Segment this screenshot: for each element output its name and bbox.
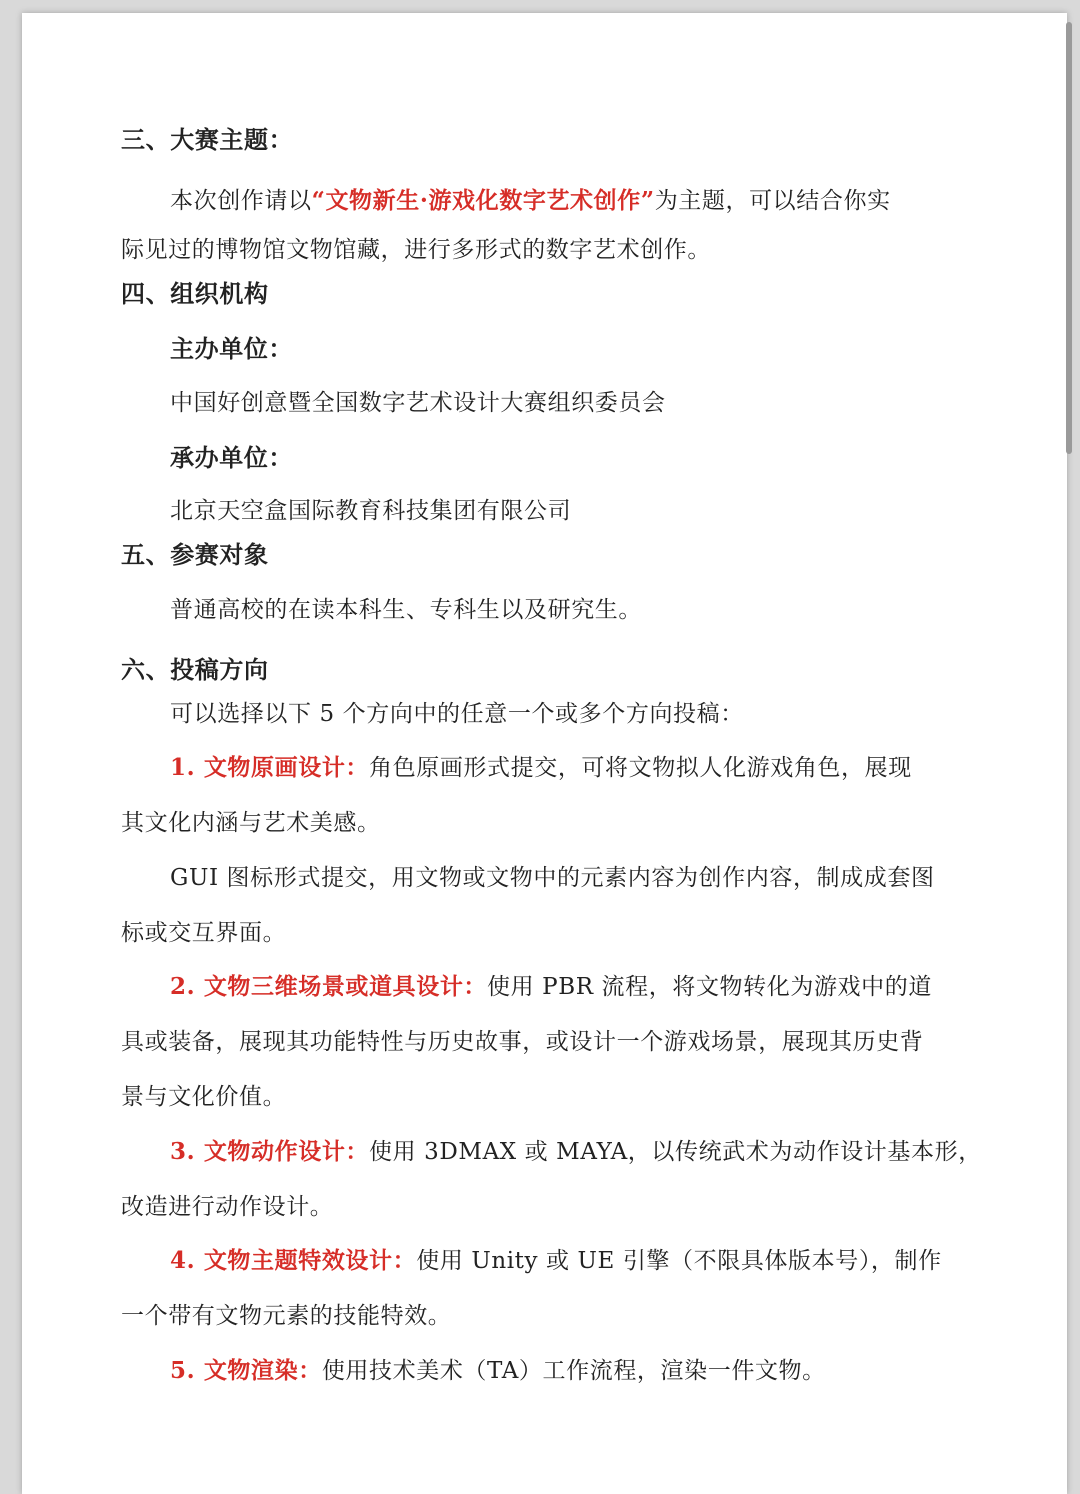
host-name: 中国好创意暨全国数字艺术设计大赛组织委员会 (170, 390, 666, 416)
direction-item-2-label: 2. 文物三维场景或道具设计： (170, 973, 488, 1000)
section-heading-submission: 六、投稿方向 (121, 655, 269, 684)
gui-paragraph-line-1: GUI 图标形式提交，用文物或文物中的元素内容为创作内容，制成成套图 (170, 865, 935, 891)
direction-item-4-label: 4. 文物主题特效设计： (170, 1247, 417, 1274)
direction-item-2-text-1: 使用 PBR 流程，将文物转化为游戏中的道 (487, 974, 932, 1000)
submission-intro: 可以选择以下 5 个方向中的任意一个或多个方向投稿： (170, 701, 744, 727)
direction-item-1-text-1: 角色原画形式提交，可将文物拟人化游戏角色，展现 (369, 755, 912, 781)
direction-item-5-text-1: 使用技术美术（TA）工作流程，渲染一件文物。 (321, 1358, 826, 1384)
direction-item-1-label: 1. 文物原画设计： (170, 754, 370, 781)
vertical-scrollbar[interactable] (1066, 22, 1072, 454)
direction-item-1-line-2: 其文化内涵与艺术美感。 (121, 810, 381, 836)
section-heading-participants: 五、参赛对象 (121, 540, 269, 569)
theme-paragraph-line-1 (170, 186, 891, 216)
theme-paragraph-line-2: 际见过的博物馆文物馆藏，进行多形式的数字艺术创作。 (121, 237, 711, 263)
gui-paragraph-line-2: 标或交互界面。 (121, 920, 287, 946)
direction-item-1-line-1 (170, 753, 912, 783)
direction-item-4-line-1 (170, 1246, 942, 1276)
theme-text-a: 本次创作请以 (170, 188, 312, 214)
theme-text-b: 为主题，可以结合你实 (654, 188, 891, 214)
theme-title-highlight: “文物新生·游戏化数字艺术创作” (311, 187, 655, 214)
organizer-name: 北京天空盒国际教育科技集团有限公司 (170, 498, 572, 524)
direction-item-2-line-2: 具或装备，展现其功能特性与历史故事，或设计一个游戏场景，展现其历史背 (121, 1029, 924, 1055)
direction-item-5-label: 5. 文物渲染： (170, 1357, 322, 1384)
direction-item-2-line-3: 景与文化价值。 (121, 1084, 287, 1110)
section-heading-theme: 三、大赛主题： (121, 125, 294, 154)
direction-item-4-line-2: 一个带有文物元素的技能特效。 (121, 1303, 452, 1329)
organizer-label: 承办单位： (170, 443, 293, 472)
host-label: 主办单位： (170, 334, 293, 363)
direction-item-4-text-1: 使用 Unity 或 UE 引擎（不限具体版本号），制作 (416, 1248, 942, 1274)
direction-item-2-line-1 (170, 972, 932, 1002)
direction-item-5-line-1 (170, 1356, 826, 1386)
participants-text: 普通高校的在读本科生、专科生以及研究生。 (170, 597, 642, 623)
direction-item-3-line-2: 改造进行动作设计。 (121, 1194, 334, 1220)
direction-item-3-line-1 (170, 1137, 982, 1167)
direction-item-3-label: 3. 文物动作设计： (170, 1138, 370, 1165)
direction-item-3-text-1: 使用 3DMAX 或 MAYA，以传统武术为动作设计基本形， (369, 1139, 982, 1165)
section-heading-organization: 四、组织机构 (121, 279, 269, 308)
